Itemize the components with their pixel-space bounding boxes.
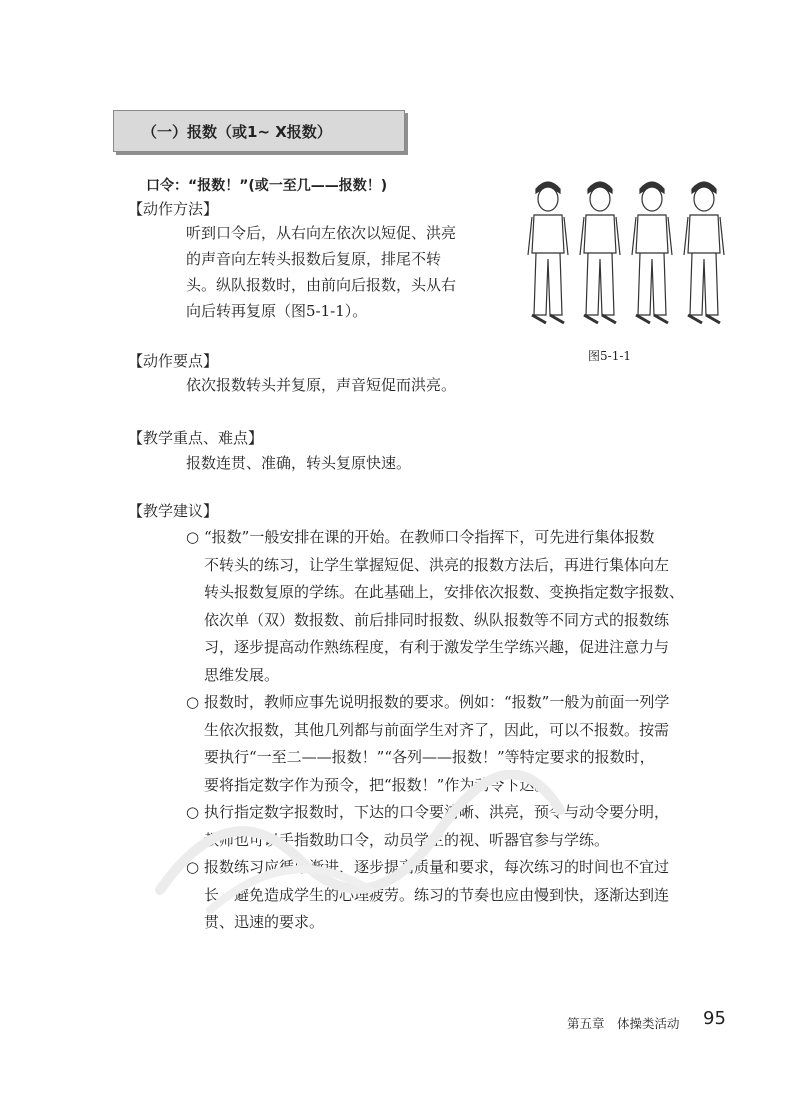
text-line: 报数练习应循序渐进，逐步提高质量和要求，每次练习的时间也不宜过 bbox=[204, 858, 670, 876]
text-line: 依次单（双）数报数、前后排同时报数、纵队报数等不同方式的报数练 bbox=[204, 610, 670, 629]
text-line: 头。纵队报数时，由前向后报数，头从右 bbox=[186, 276, 457, 294]
section-title: （一）报数（或1~ X报数） bbox=[142, 123, 332, 141]
text-line: 生依次报数，其他几列都与前面学生对齐了，因此，可以不报数。按需 bbox=[204, 720, 670, 739]
text-line: 习，逐步提高动作熟练程度，有利于激发学生学练兴趣，促进注意力与 bbox=[204, 638, 670, 656]
figure-caption: 图5-1-1 bbox=[588, 349, 632, 363]
text-line: 贯、迅速的要求。 bbox=[204, 913, 325, 931]
text-line: 执行指定数字报数时，下达的口令要清晰、洪亮，预令与动令要分明， bbox=[204, 803, 670, 821]
student-figure-3 bbox=[632, 182, 672, 323]
teaching-focus-paragraph bbox=[186, 450, 411, 476]
text-line: 要将指定数字作为预令，把“报数！”作为动令下达。 bbox=[204, 775, 550, 794]
action-points-paragraph bbox=[186, 372, 456, 398]
text-line: 教师也可以手指数助口令，动员学生的视、听器官参与学练。 bbox=[204, 830, 610, 849]
text-line: 的声音向左转头报数后复原，排尾不转 bbox=[186, 250, 442, 268]
figure-students-illustration bbox=[520, 175, 740, 335]
command-text: 口令：“报数！”(或一至几——报数！) bbox=[146, 178, 388, 194]
text-line: “报数”一般安排在课的开始。在教师口令指挥下，可先进行集体报数 bbox=[204, 528, 655, 546]
student-figure-4 bbox=[684, 182, 724, 323]
student-figure-1 bbox=[528, 182, 568, 323]
action-method-paragraph bbox=[186, 220, 456, 324]
circle-bullet-icon: ○ bbox=[186, 858, 200, 876]
text-line: 思维发展。 bbox=[204, 665, 280, 684]
heading-action-points: 【动作要点】 bbox=[128, 352, 219, 370]
text-line: 转头报数复原的学练。在此基础上，安排依次报数、变换指定数字报数、 bbox=[204, 583, 685, 601]
page-number: 95 bbox=[703, 1008, 726, 1029]
list-item bbox=[186, 524, 726, 689]
text-line: 依次报数转头并复原，声音短促而洪亮。 bbox=[186, 376, 457, 394]
text-line: 向后转再复原（图5-1-1）。 bbox=[186, 302, 368, 320]
watermark-graphic bbox=[150, 770, 570, 920]
text-line: 不转头的练习，让学生掌握短促、洪亮的报数方法后，再进行集体向左 bbox=[204, 555, 670, 574]
circle-bullet-icon: ○ bbox=[186, 528, 200, 546]
heading-action-method: 【动作方法】 bbox=[128, 200, 219, 218]
text-line: 要执行“一至二——报数！”“各列——报数！”等特定要求的报数时， bbox=[204, 748, 655, 766]
text-line: 听到口令后，从右向左依次以短促、洪亮 bbox=[186, 224, 457, 242]
circle-bullet-icon: ○ bbox=[186, 803, 200, 821]
text-line: 报数时，教师应事先说明报数的要求。例如：“报数”一般为前面一列学 bbox=[204, 693, 670, 711]
student-figure-2 bbox=[580, 182, 620, 323]
heading-teaching-suggestions: 【教学建议】 bbox=[128, 502, 219, 520]
text-line: 长，避免造成学生的心理疲劳。练习的节奏也应由慢到快，逐渐达到连 bbox=[204, 885, 670, 904]
footer-chapter: 第五章 体操类活动 bbox=[567, 1016, 680, 1031]
heading-teaching-focus: 【教学重点、难点】 bbox=[128, 429, 264, 447]
circle-bullet-icon: ○ bbox=[186, 693, 200, 711]
section-title-box bbox=[113, 110, 405, 152]
text-line: 报数连贯、准确，转头复原快速。 bbox=[186, 454, 412, 472]
